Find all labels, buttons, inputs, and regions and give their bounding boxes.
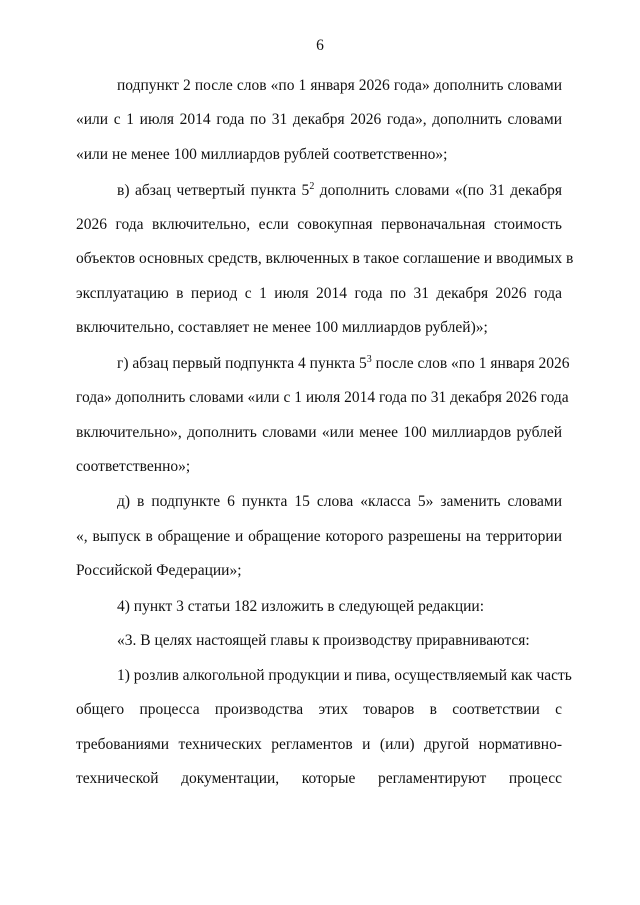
text-line: требованиями технических регламентов и (или) другой нормативно- (76, 736, 562, 753)
text-line: «или не менее 100 миллиардов рублей соответственно»; (76, 146, 448, 163)
text-line: соответственно»; (76, 458, 191, 475)
text-line: включительно», дополнить словами «или менее 100 миллиардов рублей (76, 424, 562, 441)
text-line: «, выпуск в обращение и обращение которого разрешены на территории (76, 528, 562, 545)
text-line: д) в подпункте 6 пункта 15 слова «класса 5» заменить словами (117, 493, 562, 510)
text-line: «3. В целях настоящей главы к производству приравниваются: (117, 632, 530, 649)
text-line: подпункт 2 после слов «по 1 января 2026 года» дополнить словами (117, 77, 562, 94)
text-segment: дополнить словами «(по 31 декабря (314, 182, 562, 199)
text-line: 4) пункт 3 статьи 182 изложить в следующей редакции: (117, 598, 485, 615)
text-line: объектов основных средств, включенных в такое соглашение и вводимых в (76, 250, 574, 267)
page-number: 6 (316, 37, 324, 54)
text-segment: в) абзац четвертый пункта 5 (117, 182, 310, 199)
text-line-with-superscript (117, 181, 562, 201)
text-line: «или с 1 июля 2014 года по 31 декабря 2026 года», дополнить словами (76, 111, 562, 128)
text-segment: после слов «по 1 января 2026 (371, 355, 570, 372)
text-line: 2026 года включительно, если совокупная первоначальная стоимость (76, 216, 562, 233)
text-line: общего процесса производства этих товаров в соответствии с (76, 701, 562, 718)
text-line: Российской Федерации»; (76, 562, 242, 579)
superscript: 3 (366, 354, 372, 365)
text-line: эксплуатацию в период с 1 июля 2014 года по 31 декабря 2026 года (76, 285, 562, 302)
text-segment: г) абзац первый подпункта 4 пункта 5 (117, 355, 367, 372)
text-line-with-superscript (117, 354, 570, 374)
text-line: года» дополнить словами «или с 1 июля 2014 года по 31 декабря 2026 года (76, 389, 569, 406)
text-line: технической документации, которые регламентируют процесс (76, 770, 562, 787)
text-line: включительно, составляет не менее 100 миллиардов рублей)»; (76, 319, 488, 336)
text-line: 1) розлив алкогольной продукции и пива, осуществляемый как часть (117, 667, 572, 684)
superscript: 2 (309, 181, 315, 192)
